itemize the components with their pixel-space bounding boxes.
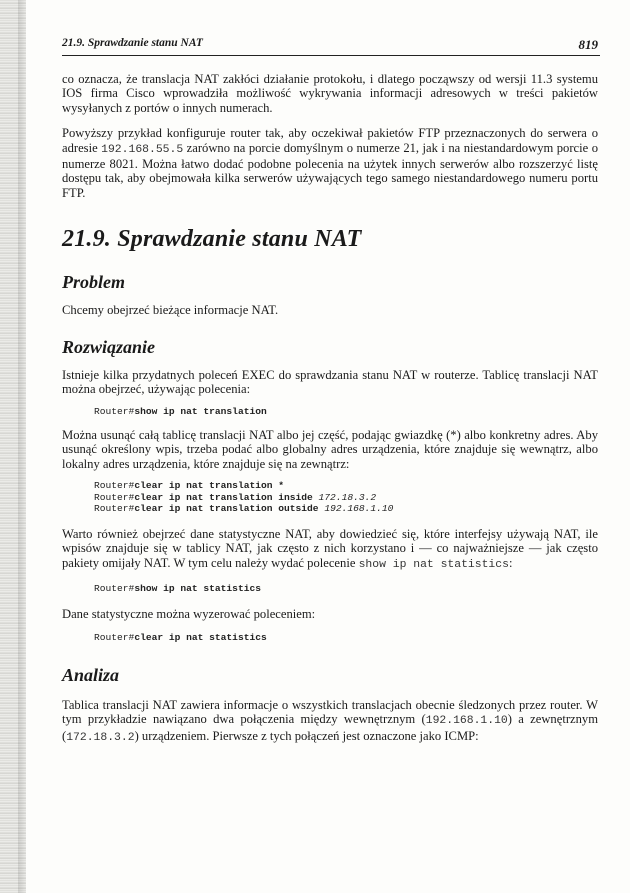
analysis-text-a: Tablica translacji NAT zawiera informacje o wszystkich translacjach obecnie śledzonych przez router. W tym przykładzie nawiązano dwa połączenia między wewnętrznym ( <box>62 697 598 727</box>
code-command: clear ip nat statistics <box>134 632 267 644</box>
code-prompt: Router# <box>94 480 135 492</box>
code-line <box>94 492 598 504</box>
code-prompt: Router# <box>94 491 135 503</box>
code-argument: 172.18.3.2 <box>318 491 377 503</box>
analysis-paragraph-1 <box>62 698 598 745</box>
code-block-show-statistics <box>94 583 598 595</box>
analysis-text-c: ) urządzeniem. Pierwsze z tych połączeń jest oznaczone jako ICMP: <box>134 728 479 743</box>
solution-paragraph-1: Istnieje kilka przydatnych poleceń EXEC do sprawdzania stanu NAT w routerze. Tablicę translacji NAT można obejrzeć, używając polecenia: <box>62 367 598 397</box>
code-line <box>94 503 598 515</box>
problem-text: Chcemy obejrzeć bieżące informacje NAT. <box>62 303 279 318</box>
intro-paragraph-2 <box>62 126 598 200</box>
code-prompt: Router# <box>94 406 135 418</box>
solution-heading: Rozwiązanie <box>62 336 156 357</box>
code-block-clear-translation <box>94 480 598 515</box>
analysis-text-b: ) a zewnętrznym ( <box>62 712 598 743</box>
code-command: clear ip nat translation inside <box>134 491 319 503</box>
code-block-clear-statistics <box>94 632 598 644</box>
inline-command: show ip nat statistics <box>358 558 509 571</box>
inside-ip-address: 192.168.1.10 <box>425 715 508 728</box>
problem-heading: Problem <box>62 272 125 293</box>
running-title: 21.9. Sprawdzanie stanu NAT <box>62 37 203 49</box>
solution-p3-text-b: : <box>508 555 513 570</box>
code-block-show-translation <box>94 406 598 418</box>
code-prompt: Router# <box>94 503 135 515</box>
code-command: clear ip nat translation outside <box>134 503 325 515</box>
solution-paragraph-2: Można usunąć całą tablicę translacji NAT albo jej część, podając gwiazdkę (*) albo konkretny adres. Aby usunąć określony wpis, trzeba podać albo globalny adres urządzenia, które znajduje się wewnątrz, albo lokalny adres urządzenia, które znajduje się na zewnątrz: <box>62 428 598 471</box>
intro-p2-text-a: Powyższy przykład konfiguruje router tak, aby oczekiwał pakietów FTP przeznaczonych do serwera o adresie <box>62 126 598 155</box>
analysis-heading: Analiza <box>62 664 120 685</box>
running-header <box>62 35 600 56</box>
code-command: clear ip nat translation * <box>134 480 284 492</box>
code-command: show ip nat statistics <box>134 583 261 595</box>
code-prompt: Router# <box>94 632 135 644</box>
book-binding-edge <box>0 0 26 893</box>
page-body <box>62 72 598 745</box>
code-prompt: Router# <box>94 583 135 595</box>
server-ip-address: 192.168.55.5 <box>101 143 184 156</box>
intro-paragraph-1: co oznacza, że translacja NAT zakłóci działanie protokołu, i dlatego począwszy od wersji 11.3 systemu IOS firma Cisco wprowadziła możliwość wykrywania informacji adresowych w treści pakietów wysyłanych z portów o innych numerach. <box>62 72 598 115</box>
outside-ip-address: 172.18.3.2 <box>66 731 135 744</box>
code-argument: 192.168.1.10 <box>324 503 394 515</box>
solution-paragraph-3 <box>62 527 598 572</box>
solution-p3-text-a: Warto również obejrzeć dane statystyczne NAT, aby dowiedzieć się, które interfejsy używają NAT, ile wpisów znajduje się w tablicy NAT, jak często z nich korzystano i — co najważniejsze — jak często pakiety omijały NAT. W tym celu należy wydać polecenie <box>62 527 598 570</box>
solution-paragraph-4: Dane statystyczne można wyzerować poleceniem: <box>62 606 316 621</box>
intro-p2-text-b: zarówno na porcie domyślnym o numerze 21, jak i na niestandardowym porcie o numerze 8021. Można łatwo dodać podobne polecenia na użytek innych serwerów albo rozszerzyć listę dostępu tak, aby obejmowała kilka serwerów używających tego samego niestandardowego numeru portu FTP. <box>62 140 598 200</box>
code-line <box>94 480 598 492</box>
page-number: 819 <box>578 37 598 52</box>
code-command: show ip nat translation <box>134 406 267 418</box>
section-title: 21.9. Sprawdzanie stanu NAT <box>62 226 362 253</box>
